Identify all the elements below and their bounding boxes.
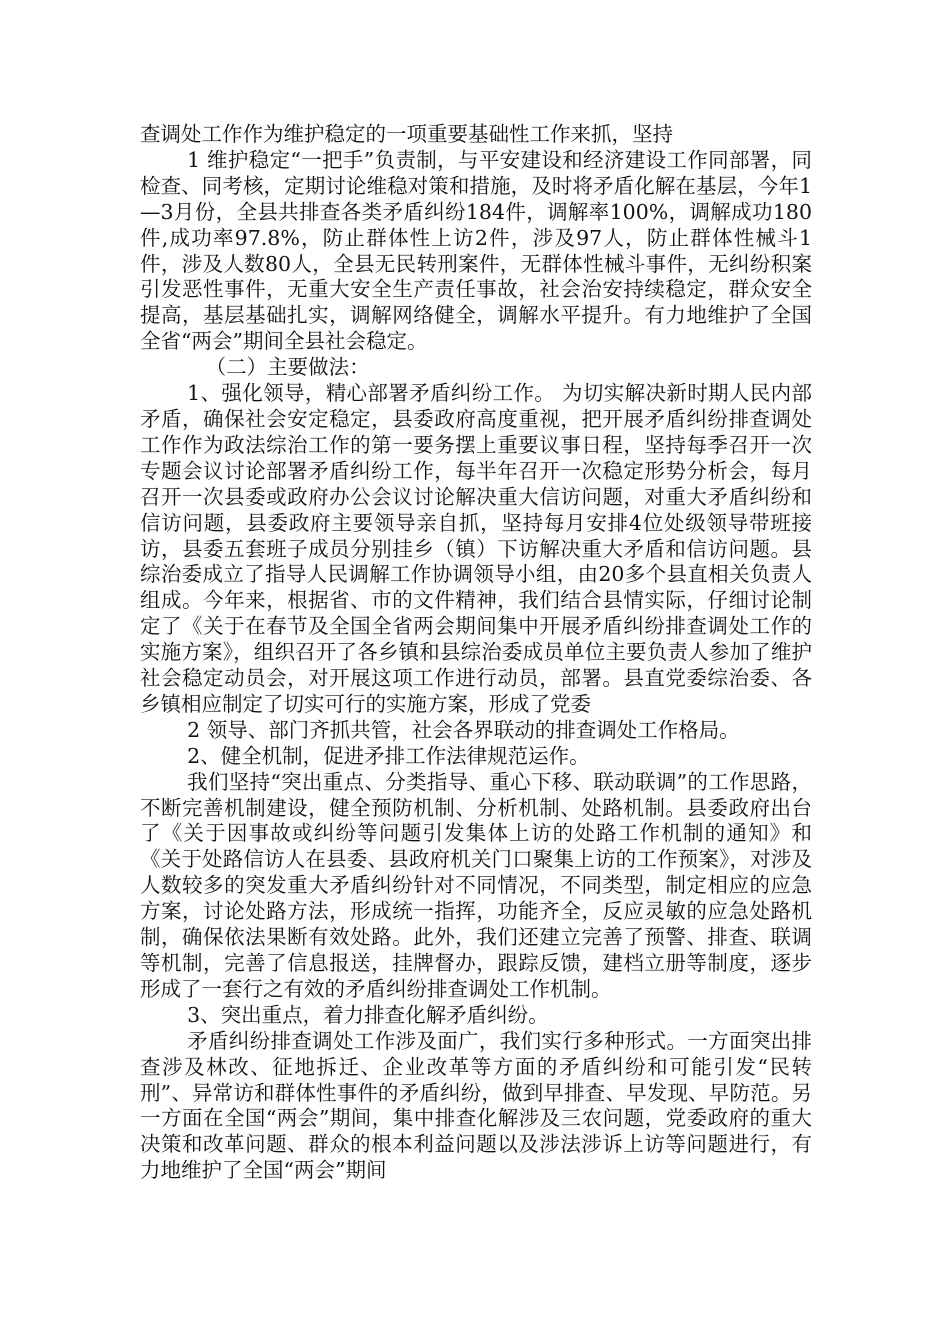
paragraph-item-3: 矛盾纠纷排查调处工作涉及面广，我们实行多种形式。一方面突出排查涉及林改、征地拆迁、企业改革等方面的矛盾纠纷和可能引发“民转刑”、异常访和群体性事件的矛盾纠纷，做到早排查、早发现、早防范。另一方面在全国“两会”期间，集中排查化解涉及三农问题，党委政府的重大决策和改革问题、群众的根本利益问题以及涉法涉诉上访等问题进行，有力地维护了全国“两会”期间 <box>140 1028 812 1183</box>
paragraph-item-3-heading: 3、突出重点，着力排查化解矛盾纠纷。 <box>187 1002 549 1027</box>
section-heading: （二）主要做法： <box>205 355 370 380</box>
paragraph-item-2-heading: 2、健全机制，促进矛排工作法律规范运作。 <box>187 743 590 768</box>
paragraph-item-1: 1、强化领导，精心部署矛盾纠纷工作。 为切实解决新时期人民内部矛盾，确保社会安定稳定，县委政府高度重视，把开展矛盾纠纷排查调处工作作为政法综治工作的第一要务摆上重要议事日程，坚持每季召开一次专题会议讨论部署矛盾纠纷工作，每半年召开一次稳定形势分析会，每月召开一次县委或政府办公会议讨论解决重大信访问题，对重大矛盾纠纷和信访问题，县委政府主要领导亲自抓，坚持每月安排4位处级领导带班接访，县委五套班子成员分别挂乡（镇）下访解决重大矛盾和信访问题。县综治委成立了指导人民调解工作协调领导小组，由20多个县直相关负责人组成。今年来，根据省、市的文件精神，我们结合县情实际，仔细讨论制定了《关于在春节及全国全省两会期间集中开展矛盾纠纷排查调处工作的实施方案》，组织召开了各乡镇和县综治委成员单位主要负责人参加了维护社会稳定动员会，对开展这项工作进行动员，部署。县直党委综治委、各乡镇相应制定了切实可行的实施方案，形成了党委 <box>140 381 812 716</box>
paragraph-item-2: 我们坚持“突出重点、分类指导、重心下移、联动联调”的工作思路，不断完善机制建设，健全预防机制、分析机制、处路机制。县委政府出台了《关于因事故或纠纷等问题引发集体上访的处路工作机制的通知》和《关于处路信访人在县委、县政府机关门口聚集上访的工作预案》，对涉及人数较多的突发重大矛盾纠纷针对不同情况，不同类型，制定相应的应急方案，讨论处路方法，形成统一指挥，功能齐全，反应灵敏的应急处路机制，确保依法果断有效处路。此外，我们还建立完善了预警、排查、联调等机制，完善了信息报送，挂牌督办，跟踪反馈，建档立册等制度，逐步形成了一套行之有效的矛盾纠纷排查调处工作机制。 <box>140 769 812 1001</box>
paragraph-continuation: 查调处工作作为维护稳定的一项重要基础性工作来抓，坚持 <box>140 122 673 146</box>
document-body <box>140 122 812 1184</box>
paragraph-item-1-continued: 2 领导、部门齐抓共管，社会各界联动的排查调处工作格局。 <box>187 717 740 742</box>
paragraph-summary: 1 维护稳定“一把手”负责制，与平安建设和经济建设工作同部署，同检查、同考核，定期讨论维稳对策和措施，及时将矛盾化解在基层，今年1—3月份，全县共排查各类矛盾纠纷184件，调解率100%，调解成功180件,成功率97.8%，防止群体性上访2件，涉及97人，防止群体性械斗1件，涉及人数80人，全县无民转刑案件，无群体性械斗事件，无纠纷积案引发恶性事件，无重大安全生产责任事故，社会治安持续稳定，群众安全提高，基层基础扎实，调解网络健全，调解水平提升。有力地维护了全国全省“两会”期间全县社会稳定。 <box>140 147 812 354</box>
